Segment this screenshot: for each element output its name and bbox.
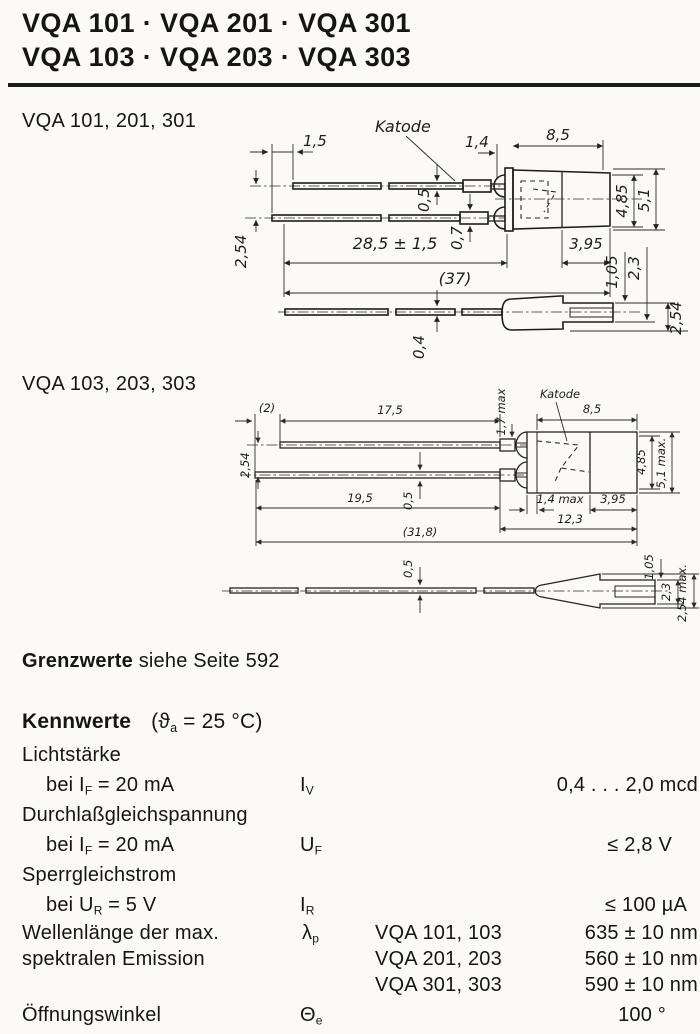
title-line-1: VQA 101 · VQA 201 · VQA 301 (22, 8, 411, 38)
dim-label-2-54-side: 2,54 (667, 301, 685, 335)
dim-label-28-5: 28,5 ± 1,5 (352, 234, 438, 253)
symbol-uf: UF (300, 834, 322, 858)
dim-label-3-95: 3,95 (569, 235, 603, 253)
grenzwerte-text: siehe Seite 592 (138, 650, 280, 672)
dim-label-1-4: 1,4 max (536, 492, 584, 506)
katode-label-2: Katode (540, 387, 581, 401)
dim-label-0-4: 0,4 (410, 335, 428, 359)
dim-label-2-54: 2,54 (232, 234, 250, 268)
param-wellenlaenge-line2: spektralen Emission (22, 948, 205, 970)
dim-label-0-5: 0,5 (415, 188, 433, 212)
dimension-drawing-vqa103 (0, 385, 700, 630)
kennwerte-condition: (ϑa = 25 °C) (151, 710, 263, 735)
grenzwerte-line (22, 650, 280, 673)
katode-label-1: Katode (375, 118, 431, 136)
dim-label-3-95: 3,95 (600, 492, 626, 506)
symbol-iv: IV (300, 774, 314, 798)
dim-label-19-5: 19,5 (347, 491, 373, 505)
value-oeffnungswinkel: 100 ° (618, 1004, 666, 1026)
kennwerte-label: Kennwerte (22, 710, 132, 733)
dimension-lines-side (420, 559, 699, 613)
value-uf: ≤ 2,8 V (607, 834, 672, 856)
dim-label-0-5-side: 0,5 (401, 559, 415, 578)
value-wavelength-2: 560 ± 10 nm (584, 948, 698, 970)
type-row-1: VQA 101, 103 (375, 922, 502, 944)
dimension-lines-top (235, 402, 680, 546)
page-title (22, 6, 411, 74)
symbol-theta-e: Θe (300, 1004, 323, 1028)
dim-label-31-8: (31,8) (402, 525, 438, 539)
dim-label-1-4: 1,4 (465, 133, 489, 151)
symbol-lambda-p: λp (302, 922, 319, 946)
condition-if-20ma-2: bei IF = 20 mA (46, 834, 175, 858)
dim-label-2-54-side: 2,54 max. (675, 564, 689, 622)
dim-label-4-85: 4,85 (613, 184, 631, 218)
dim-label-0-5: 0,5 (401, 491, 415, 510)
led-top-view-outline (240, 432, 637, 493)
led-side-view-outline (278, 296, 640, 330)
symbol-ir: IR (300, 894, 315, 918)
led-side-view-outline (222, 574, 670, 608)
dim-label-8-5: 8,5 (546, 126, 570, 144)
dim-label-12-3: 12,3 (557, 512, 583, 526)
kennwerte-heading (22, 710, 263, 735)
param-durchlassspannung: Durchlaßgleichspannung (22, 804, 248, 826)
param-sperrstrom: Sperrgleichstrom (22, 864, 177, 886)
param-wellenlaenge-line1: Wellenlänge der max. (22, 922, 220, 944)
dim-label-1-7: 1,7 max (494, 388, 508, 436)
dim-label-5-1: 5,1 (635, 188, 653, 212)
value-wavelength-1: 635 ± 10 nm (584, 922, 698, 944)
dim-label-1-5: 1,5 (303, 132, 327, 150)
dim-label-4-85: 4,85 (634, 449, 648, 475)
type-row-3: VQA 301, 303 (375, 974, 502, 996)
led-top-view-outline (245, 168, 642, 231)
dim-label-2: (2) (258, 401, 276, 415)
dim-label-17-5: 17,5 (377, 403, 403, 417)
title-line-2: VQA 103 · VQA 203 · VQA 303 (22, 42, 411, 72)
dim-label-1-05: 1,05 (603, 255, 621, 289)
value-wavelength-3: 590 ± 10 nm (584, 974, 698, 996)
dim-label-37: (37) (438, 269, 472, 288)
param-oeffnungswinkel: Öffnungswinkel (22, 1004, 162, 1026)
value-ir: ≤ 100 µA (605, 894, 687, 916)
grenzwerte-label: Grenzwerte (22, 650, 133, 672)
condition-ur-5v: bei UR = 5 V (46, 894, 157, 918)
dim-label-1-05: 1,05 (642, 554, 656, 580)
dim-label-2-3: 2,3 (659, 582, 673, 602)
value-lichtstaerke: 0,4 . . . 2,0 mcd (556, 774, 698, 796)
dim-label-0-7: 0,7 (448, 226, 466, 250)
dim-label-2-54: 2,54 (238, 452, 252, 478)
param-lichtstaerke: Lichtstärke (22, 744, 121, 766)
section-label-vqa101: VQA 101, 201, 301 (22, 110, 197, 132)
dimension-lines-top (250, 136, 688, 331)
dim-label-8-5: 8,5 (582, 402, 602, 416)
header-divider (8, 83, 700, 87)
dimension-drawing-vqa101 (0, 118, 700, 370)
dim-label-5-1: 5,1 max. (654, 437, 668, 489)
condition-if-20ma-1: bei IF = 20 mA (46, 774, 175, 798)
dim-label-2-3: 2,3 (625, 256, 643, 280)
type-row-2: VQA 201, 203 (375, 948, 502, 970)
section-label-vqa103: VQA 103, 203, 303 (22, 373, 197, 395)
